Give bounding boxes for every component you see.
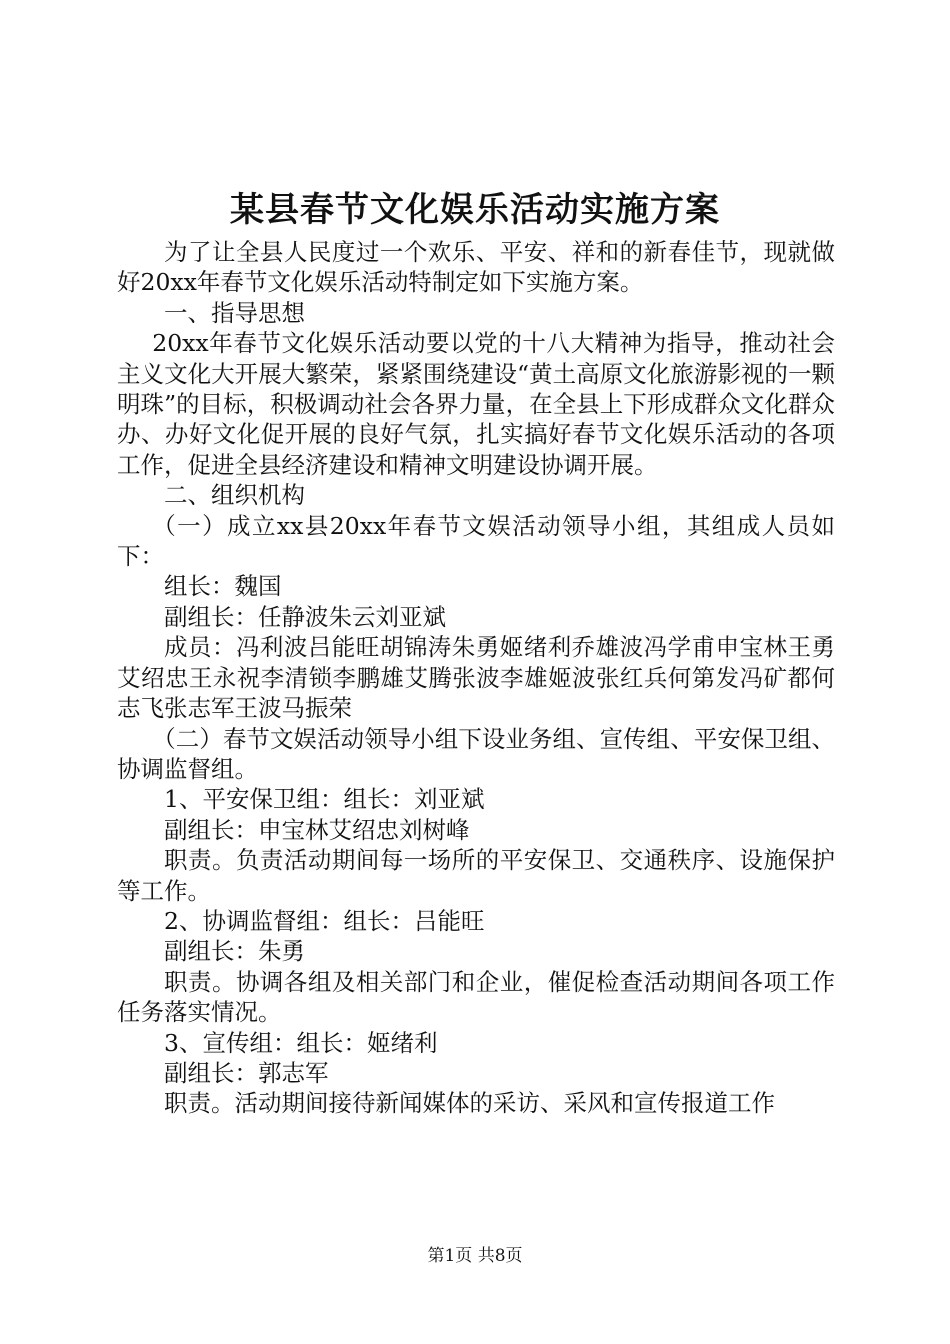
members-paragraph: 成员：冯利波吕能旺胡锦涛朱勇姬绪利乔雄波冯学甫申宝林王勇艾绍忠王永祝李清锁李鹏雄艾腾张波李雄姬波张红兵何第发冯矿都何志飞张志军王波马振荣	[117, 633, 835, 723]
security-group-deputy-line: 副组长：申宝林艾绍忠刘树峰	[164, 815, 470, 844]
security-group-leader-line: 1、平安保卫组：组长：刘亚斌	[164, 785, 485, 814]
document-title: 某县春节文化娱乐活动实施方案	[230, 190, 720, 230]
publicity-group-duties: 职责。活动期间接待新闻媒体的采访、采风和宣传报道工作	[164, 1089, 775, 1118]
publicity-group-leader-line: 3、宣传组：组长：姬绪利	[164, 1028, 438, 1057]
subgroups-paragraph: （二）春节文娱活动领导小组下设业务组、宣传组、平安保卫组、协调监督组。	[117, 724, 835, 783]
section-heading-guiding-ideology: 一、指导思想	[164, 298, 305, 327]
publicity-group-deputy-line: 副组长：郭志军	[164, 1058, 329, 1087]
supervision-group-duties: 职责。协调各组及相关部门和企业，催促检查活动期间各项工作任务落实情况。	[117, 967, 835, 1027]
page-number-footer: 第1页 共8页	[427, 1246, 523, 1266]
leading-group-paragraph: （一）成立xx县20xx年春节文娱活动领导小组，其组成人员如下：	[117, 511, 835, 571]
group-leader-line: 组长：魏国	[164, 572, 282, 601]
supervision-group-leader-line: 2、协调监督组：组长：吕能旺	[164, 906, 485, 935]
supervision-group-deputy-line: 副组长：朱勇	[164, 937, 305, 966]
security-group-duties: 职责。负责活动期间每一场所的平安保卫、交通秩序、设施保护等工作。	[117, 846, 835, 905]
document-body	[117, 237, 835, 1119]
section-heading-organization: 二、组织机构	[164, 481, 305, 510]
intro-paragraph: 为了让全县人民度过一个欢乐、平安、祥和的新春佳节，现就做好20xx年春节文化娱乐活动特制定如下实施方案。	[117, 238, 835, 297]
deputy-leader-line: 副组长：任静波朱云刘亚斌	[164, 602, 446, 631]
guiding-ideology-paragraph: 20xx年春节文化娱乐活动要以党的十八大精神为指导，推动社会主义文化大开展大繁荣，紧紧围绕建设“黄土高原文化旅游影视的一颗明珠”的目标，积极调动社会各界力量，在全县上下形成群众文化群众办、办好文化促开展的良好气氛，扎实搞好春节文化娱乐活动的各项工作，促进全县经济建设和精神文明建设协调开展。	[117, 329, 835, 479]
